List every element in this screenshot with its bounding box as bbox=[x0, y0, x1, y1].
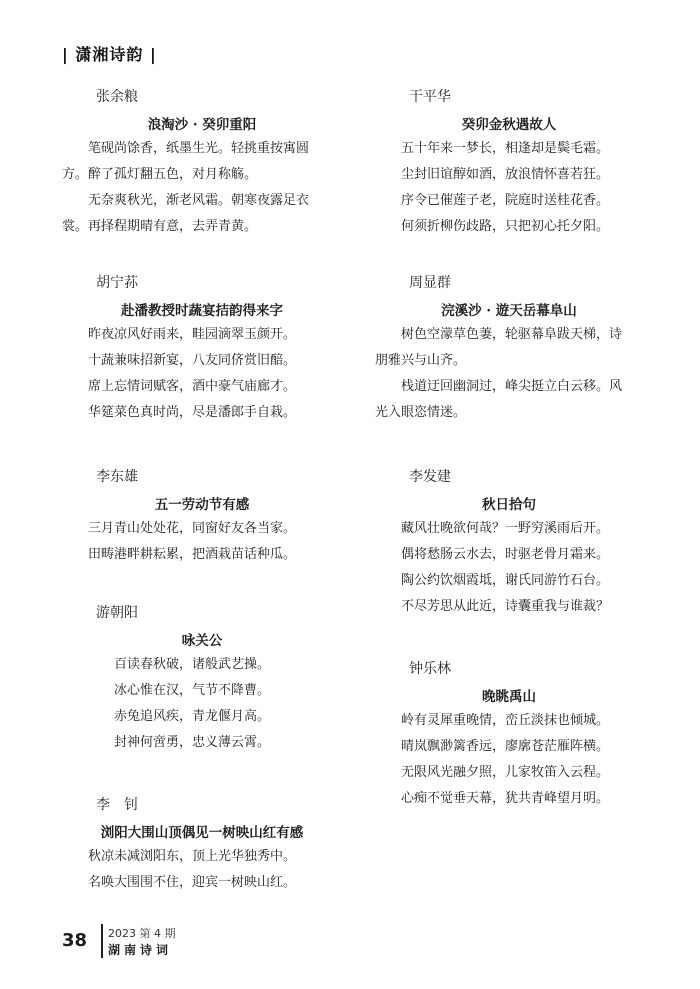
footer-divider bbox=[101, 924, 103, 958]
poem-title: 赴潘教授时蔬宴拮韵得来字 bbox=[121, 303, 283, 319]
poem-author: 干平华 bbox=[409, 89, 451, 105]
poem-author: 李 钊 bbox=[96, 797, 138, 813]
poem-line: 偶将愁肠云水去，时驱老骨月霜来。 bbox=[401, 547, 610, 562]
poem-block bbox=[375, 466, 643, 620]
poem-line: 冰心惟在汉，气节不降曹。 bbox=[114, 683, 271, 698]
poem-author: 胡宁荪 bbox=[96, 275, 138, 291]
poem-line: 序令已催莲子老，院庭时送桂花香。 bbox=[401, 193, 610, 208]
poem-line: 光入眼恣情迷。 bbox=[375, 405, 467, 420]
poem-block bbox=[375, 658, 643, 812]
poem-line: 心痴不觉垂天幕，犹共青峰望月明。 bbox=[401, 791, 610, 806]
poem-author: 周显群 bbox=[409, 275, 451, 291]
poem-block bbox=[375, 272, 643, 426]
poem-line: 裳。再择程期晴有意，去弄青黄。 bbox=[62, 219, 258, 234]
poem-line: 朋雅兴与山齐。 bbox=[375, 353, 467, 368]
poem-line: 不尽芳思从此近，诗囊重我与谁裁？ bbox=[401, 599, 610, 614]
poem-line: 昨夜凉风好雨来，畦园滴翠玉颜开。 bbox=[88, 327, 297, 342]
poem-line: 赤兔追风疾，青龙偃月高。 bbox=[114, 709, 271, 724]
poem-line: 无奈爽秋光，渐老风霜。朝寒夜露足衣 bbox=[88, 193, 310, 208]
poem-block bbox=[62, 602, 342, 756]
poem-line: 陶公约饮烟霞坻，谢氏同游竹石台。 bbox=[401, 573, 610, 588]
poem-line: 岭有灵犀重晚情，峦丘淡抹也倾城。 bbox=[401, 713, 610, 728]
poem-title: 晚眺禹山 bbox=[482, 689, 536, 705]
magazine-logo: 湖南诗词 bbox=[108, 943, 173, 957]
poem-block bbox=[62, 466, 342, 568]
poem-title: 浪淘沙 · 癸卯重阳 bbox=[147, 117, 257, 133]
poem-line: 三月青山处处花，同窗好友各当家。 bbox=[88, 521, 297, 536]
poem-line: 十蔬兼味招新宴，八友同侪赏旧醅。 bbox=[88, 353, 297, 368]
poem-line: 封神何啻勇，忠义薄云霄。 bbox=[114, 735, 271, 750]
issue-label: 2023 第 4 期 bbox=[108, 927, 176, 940]
poem-title: 浣溪沙 · 遊天岳幕阜山 bbox=[441, 303, 577, 319]
poem-block bbox=[62, 794, 342, 896]
poem-line: 晴岚飘渺篱香远，廖廓苍茫雁阵横。 bbox=[401, 739, 610, 754]
poem-block bbox=[375, 86, 643, 240]
section-header: | 潇湘诗韵 | bbox=[62, 45, 157, 64]
poem-block bbox=[62, 86, 342, 240]
poem-line: 华筵菜色真时尚，尽是潘郎手自栽。 bbox=[88, 405, 297, 420]
poem-line: 五十年来一梦长，相逢却是鬓毛霜。 bbox=[401, 141, 610, 156]
poem-title: 咏关公 bbox=[181, 633, 223, 649]
poem-author: 游朝阳 bbox=[96, 605, 138, 621]
poem-author: 李发建 bbox=[409, 469, 451, 485]
poem-line: 田畴港畔耕耘累，把酒栽苗话种瓜。 bbox=[88, 547, 297, 562]
poem-line: 百读春秋破，诸般武艺操。 bbox=[114, 657, 271, 672]
poem-author: 张余粮 bbox=[96, 89, 138, 105]
poem-line: 名唤大围围不住，迎宾一树映山红。 bbox=[88, 875, 297, 890]
poem-author: 李东雄 bbox=[96, 469, 138, 485]
poem-line: 方。醉了孤灯翻五色，对月称觞。 bbox=[62, 167, 258, 182]
poem-line: 席上忘情词赋客，酒中豪气庙廊才。 bbox=[88, 379, 297, 394]
poem-line: 树色空濛草色萋，轮驱幕阜跋天梯，诗 bbox=[401, 327, 623, 342]
poem-block bbox=[62, 272, 342, 426]
page-number: 38 bbox=[62, 930, 88, 951]
poem-title: 五一劳动节有感 bbox=[154, 497, 250, 513]
poem-author: 钟乐林 bbox=[409, 661, 451, 677]
poem-line: 笔砚尚馀香，纸墨生光。轻挑重按寓圆 bbox=[88, 141, 310, 156]
poem-line: 秋凉未减浏阳东，顶上光华独秀中。 bbox=[88, 849, 297, 864]
poem-line: 藏风壮晚欲何哉？一野穷溪雨后开。 bbox=[401, 521, 610, 536]
poem-line: 何须折柳伤歧路，只把初心托夕阳。 bbox=[401, 219, 610, 234]
poem-title: 浏阳大围山顶偶见一树映山红有感 bbox=[100, 825, 304, 841]
poem-title: 癸卯金秋遇故人 bbox=[461, 117, 557, 133]
poem-line: 无限风光融夕照，儿家牧笛入云程。 bbox=[401, 765, 610, 780]
poem-title: 秋日拾句 bbox=[482, 497, 536, 513]
poem-line: 尘封旧谊醇如酒，放浪情怀喜若狂。 bbox=[401, 167, 610, 182]
poem-line: 栈道迂回幽洞过，峰尖挺立白云移。风 bbox=[401, 379, 623, 394]
